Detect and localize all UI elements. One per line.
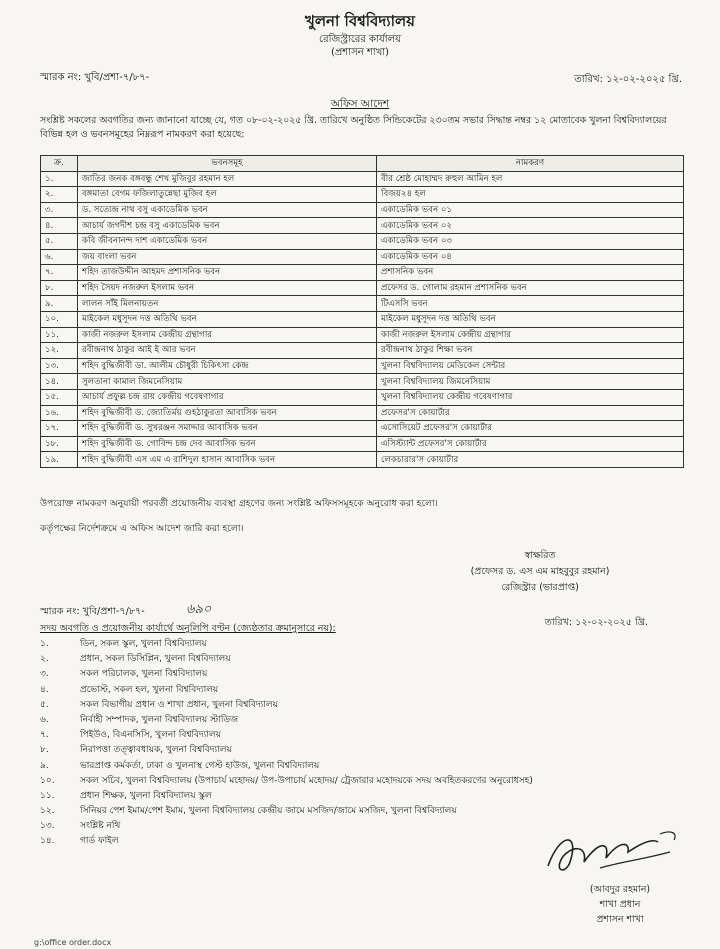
order-date-2: তারিখ: ১২-০২-২০২৫ খ্রি. bbox=[544, 617, 648, 628]
list-item-text: নির্বাহী সম্পাদক, খুলনা বিশ্ববিদ্যালয় স্টাডিজ bbox=[80, 714, 239, 725]
list-item-text: সকল সচিব, খুলনা বিশ্ববিদ্যালয় (উপাচার্য মহোদয়/ উপ-উপাচার্য মহোদয়/ ট্রেজারার মহোদয়কে সদয় অবহিতকরণের অনুরোধসহ) bbox=[80, 775, 533, 786]
row-building: মাইকেল মধুসূদন দত্ত অতিথি ভবন bbox=[78, 311, 377, 327]
row-serial: ১৩. bbox=[41, 358, 78, 374]
row-new-name: একাডেমিক ভবন ০৩ bbox=[377, 233, 684, 249]
table-row bbox=[41, 389, 684, 405]
table-row bbox=[41, 358, 684, 374]
row-new-name: মাইকেল মধুসূদন দত্ত অতিথি ভবন bbox=[377, 311, 684, 327]
row-serial: ৯. bbox=[41, 296, 78, 312]
list-item-number: ১১. bbox=[40, 790, 55, 801]
list-item-number: ৩. bbox=[40, 669, 49, 680]
list-item bbox=[40, 667, 533, 682]
list-item-number: ১২. bbox=[40, 806, 55, 817]
row-building: সুলতানা কামাল জিমনেসিয়াম bbox=[78, 374, 377, 390]
row-building: শহিদ বুদ্ধিজীবী ডা. আলীম চৌধুরী চিকিৎসা কেন্দ্র bbox=[78, 358, 377, 374]
list-item bbox=[40, 728, 533, 743]
row-building: শহিদ বুদ্ধিজীবী ড. গোবিন্দ চন্দ্র দেব আবাসিক ভবন bbox=[78, 436, 377, 452]
order-date: তারিখ: ১২-০২-২০২৫ খ্রি. bbox=[574, 74, 682, 85]
row-serial: ১. bbox=[41, 171, 78, 187]
registrar-signature-block bbox=[420, 548, 660, 596]
list-item-text: প্রভোস্ট, সকল হল, খুলনা বিশ্ববিদ্যালয় bbox=[80, 684, 219, 695]
table-row bbox=[41, 202, 684, 218]
registrar-title: রেজিস্ট্রার (ভারপ্রাপ্ত) bbox=[501, 582, 579, 593]
list-item-number: ৮. bbox=[40, 745, 49, 756]
list-item bbox=[40, 698, 533, 713]
row-serial: ১০. bbox=[41, 311, 78, 327]
signed-label: স্বাক্ষরিত bbox=[524, 550, 556, 561]
row-building: ড. সত্যেন্দ্র নাথ বসু একাডেমিক ভবন bbox=[78, 202, 377, 218]
list-item-text: সিনিয়র পেশ ইমাম/পেশ ইমাম, খুলনা বিশ্ববিদ্যালয় কেন্দ্রীয় জামে মসজিদ/জামে মসজিদ, খুলনা বিশ্ববিদ্যালয় bbox=[80, 806, 457, 817]
list-item-text: পিইউও, বিএনসিসি, খুলনা বিশ্ববিদ্যালয় bbox=[80, 730, 222, 741]
row-serial: ৭. bbox=[41, 265, 78, 281]
row-new-name: এসিস্ট্যান্ট প্রফেসর'স কোয়ার্টার bbox=[377, 436, 684, 452]
table-row bbox=[41, 436, 684, 452]
table-row bbox=[41, 327, 684, 343]
row-serial: ১২. bbox=[41, 343, 78, 359]
list-item bbox=[40, 834, 533, 849]
table-row bbox=[41, 374, 684, 390]
row-serial: ১৪. bbox=[41, 374, 78, 390]
handwritten-signature bbox=[540, 822, 690, 882]
table-header-row bbox=[41, 156, 684, 172]
university-name: খুলনা বিশ্ববিদ্যালয় bbox=[305, 12, 415, 30]
renaming-table bbox=[40, 155, 684, 468]
list-item bbox=[40, 819, 533, 834]
branch-head-signature-block bbox=[560, 882, 680, 927]
table-row bbox=[41, 421, 684, 437]
row-new-name: খুলনা বিশ্ববিদ্যালয় মেডিকেল সেন্টার bbox=[377, 358, 684, 374]
table-row bbox=[41, 343, 684, 359]
row-new-name: একাডেমিক ভবন ০২ bbox=[377, 218, 684, 234]
row-building: জাতির জনক বঙ্গবন্ধু শেখ মুজিবুর রহমান হল bbox=[78, 171, 377, 187]
list-item bbox=[40, 774, 533, 789]
row-new-name: একাডেমিক ভবন ০১ bbox=[377, 202, 684, 218]
row-new-name: প্রফেসর ড. গোলাম রহমান প্রশাসনিক ভবন bbox=[377, 280, 684, 296]
table-row bbox=[41, 233, 684, 249]
row-new-name: রবীন্দ্রনাথ ঠাকুর শিক্ষা ভবন bbox=[377, 343, 684, 359]
list-item-number: ১৩. bbox=[40, 821, 55, 832]
list-item bbox=[40, 683, 533, 698]
branch-head-name: (আবদুর রহমান) bbox=[589, 884, 651, 895]
table-row bbox=[41, 218, 684, 234]
distribution-title: সদয় অবগতি ও প্রয়োজনীয় কার্যার্থে অনুলিপি বণ্টন (জ্যেষ্ঠতার ক্রমানুসারে নয়): bbox=[40, 623, 336, 634]
request-paragraph: উপরোক্ত নামকরণ অনুযায়ী পরবর্তী প্রয়োজনীয় ব্যবস্থা গ্রহণের জন্য সংশ্লিষ্ট অফিসসমূহকে অনুরোধ করা হলো। bbox=[40, 498, 438, 509]
list-item bbox=[40, 759, 533, 774]
list-item bbox=[40, 804, 533, 819]
row-serial: ১১. bbox=[41, 327, 78, 343]
row-new-name: খুলনা বিশ্ববিদ্যালয় জিমনেসিয়াম bbox=[377, 374, 684, 390]
row-serial: ১৫. bbox=[41, 389, 78, 405]
table-row bbox=[41, 187, 684, 203]
list-item-text: সকল পরিচালক, খুলনা বিশ্ববিদ্যালয় bbox=[80, 669, 208, 680]
row-building: শহিদ বুদ্ধিজীবী ড. সুখরঞ্জন সমাদ্দার আবাসিক ভবন bbox=[78, 421, 377, 437]
row-serial: ১৮. bbox=[41, 436, 78, 452]
row-new-name: কাজী নজরুল ইসলাম কেন্দ্রীয় গ্রন্থাগার bbox=[377, 327, 684, 343]
table-row bbox=[41, 265, 684, 281]
row-serial: ২. bbox=[41, 187, 78, 203]
list-item bbox=[40, 789, 533, 804]
list-item-number: ২. bbox=[40, 654, 49, 665]
table-row bbox=[41, 280, 684, 296]
row-serial: ৬. bbox=[41, 249, 78, 265]
row-serial: ৫. bbox=[41, 233, 78, 249]
row-new-name: বিজয়২৪ হল bbox=[377, 187, 684, 203]
list-item bbox=[40, 652, 533, 667]
memo-number-2: স্মারক নং: খুবি/প্রশা-৭/৮৭- bbox=[40, 606, 145, 617]
list-item-number: ৯. bbox=[40, 760, 49, 771]
list-item-text: ডিন, সকল স্কুল, খুলনা বিশ্ববিদ্যালয় bbox=[80, 639, 207, 649]
row-new-name: প্রফেসর'স কোয়ার্টার bbox=[377, 405, 684, 421]
row-serial: ৩. bbox=[41, 202, 78, 218]
row-building: রবীন্দ্রনাথ ঠাকুর আই ই আর ভবন bbox=[78, 343, 377, 359]
row-new-name: বীর শ্রেষ্ঠ মোহাম্মদ রুহুল আমিন হল bbox=[377, 171, 684, 187]
authority-paragraph: কর্তৃপক্ষের নির্দেশক্রমে এ অফিস আদেশ জারি করা হলো। bbox=[40, 523, 244, 534]
row-building: কাজী নজরুল ইসলাম কেন্দ্রীয় গ্রন্থাগার bbox=[78, 327, 377, 343]
row-serial: ১৯. bbox=[41, 452, 78, 468]
list-item-text: নিরাপত্তা তত্ত্বাবধায়ক, খুলনা বিশ্ববিদ্যালয় bbox=[80, 745, 232, 756]
list-item bbox=[40, 743, 533, 758]
row-building: শহিদ বুদ্ধিজীবী ড. জ্যোতির্ময় গুহঠাকুরতা আবাসিক ভবন bbox=[78, 405, 377, 421]
row-building: লালন সাঁই মিলনায়তন bbox=[78, 296, 377, 312]
header-buildings: ভবনসমূহ bbox=[78, 156, 377, 172]
intro-paragraph: সংশ্লিষ্ট সকলের অবগতির জন্য জানানো যাচ্ছে যে, গত ০৮-০২-২০২৫ খ্রি. তারিখে অনুষ্ঠিত সিন্ডিকেটের ২৩০তম সভার সিদ্ধান্ত নম্বর ১২ মোতাবেক খুলনা বিশ্ববিদ্যালয়ের বিভিন্ন হল ও ভবনসমূহের নিম্নরূপ নামকরণ করা হয়েছে: bbox=[40, 115, 667, 140]
row-building: আচার্য প্রফুল্ল চন্দ্র রায় কেন্দ্রীয় গবেষণাগার bbox=[78, 389, 377, 405]
row-building: শহিদ সৈয়দ নজরুল ইসলাম ভবন bbox=[78, 280, 377, 296]
row-new-name: একাডেমিক ভবন ০৪ bbox=[377, 249, 684, 265]
table-row bbox=[41, 452, 684, 468]
row-building: বঙ্গমাতা বেগম ফজিলাতুন্নেছা মুজিব হল bbox=[78, 187, 377, 203]
row-serial: ১৬. bbox=[41, 405, 78, 421]
list-item-number: ৫. bbox=[40, 699, 49, 710]
handwritten-memo-number: ৬৯০ bbox=[186, 602, 212, 617]
row-new-name: প্রশাসনিক ভবন bbox=[377, 265, 684, 281]
file-path-footer: g:\office order.docx bbox=[34, 938, 112, 947]
table-row bbox=[41, 249, 684, 265]
branch-head-title: শাখা প্রধান bbox=[599, 899, 641, 910]
office-name: রেজিস্ট্রারের কার্যালয় bbox=[319, 34, 401, 45]
list-item bbox=[40, 713, 533, 728]
table-row bbox=[41, 296, 684, 312]
row-serial: ১৭. bbox=[41, 421, 78, 437]
row-new-name: এসোসিয়েট প্রফেসর'স কোয়ার্টার bbox=[377, 421, 684, 437]
row-serial: ৪. bbox=[41, 218, 78, 234]
list-item-text: প্রধান, সকল ডিসিপ্লিন, খুলনা বিশ্ববিদ্যালয় bbox=[80, 654, 231, 665]
table-row bbox=[41, 405, 684, 421]
order-title: অফিস আদেশ bbox=[330, 98, 390, 110]
header-new-name: নামকরণ bbox=[377, 156, 684, 172]
list-item-text: সংশ্লিষ্ট নথি bbox=[80, 821, 121, 832]
row-building: আচার্য জগদীশ চন্দ্র বসু একাডেমিক ভবন bbox=[78, 218, 377, 234]
list-item-number: ১. bbox=[40, 639, 49, 649]
row-building: শহিদ বুদ্ধিজীবী এস এম এ রাশিদুল হাসান আবাসিক ভবন bbox=[78, 452, 377, 468]
row-building: কবি জীবনানন্দ দাশ একাডেমিক ভবন bbox=[78, 233, 377, 249]
list-item bbox=[40, 637, 533, 652]
list-item-number: ৭. bbox=[40, 730, 49, 741]
branch-name: (প্রশাসন শাখা) bbox=[330, 47, 390, 58]
row-new-name: খুলনা বিশ্ববিদ্যালয় কেন্দ্রীয় গবেষণাগার bbox=[377, 389, 684, 405]
memo-number: স্মারক নং: খুবি/প্রশা-৭/৮৭- bbox=[40, 72, 150, 83]
row-new-name: লেকচারার'স কোয়ার্টার bbox=[377, 452, 684, 468]
row-serial: ৮. bbox=[41, 280, 78, 296]
list-item-number: ১০. bbox=[40, 775, 55, 786]
list-item-text: ভারপ্রাপ্ত কর্মকর্তা, ঢাকা ও খুলনাস্থ গেস্ট হাউজ, খুলনা বিশ্ববিদ্যালয় bbox=[80, 760, 320, 771]
row-building: জয় বাংলা ভবন bbox=[78, 249, 377, 265]
table-row bbox=[41, 311, 684, 327]
list-item-number: ১৪. bbox=[40, 836, 55, 847]
list-item-text: প্রধান শিক্ষক, খুলনা বিশ্ববিদ্যালয় স্কুল bbox=[80, 790, 212, 801]
list-item-number: ৬. bbox=[40, 714, 49, 725]
table-row bbox=[41, 171, 684, 187]
list-item-text: সকল বিভাগীয় প্রধান ও শাখা প্রধান, খুলনা বিশ্ববিদ্যালয় bbox=[80, 699, 278, 710]
row-building: শহিদ তাজউদ্দীন আহমদ প্রশাসনিক ভবন bbox=[78, 265, 377, 281]
list-item-number: ৪. bbox=[40, 684, 49, 695]
distribution-list bbox=[40, 637, 533, 850]
row-new-name: টিএসসি ভবন bbox=[377, 296, 684, 312]
branch-head-branch: প্রশাসন শাখা bbox=[596, 914, 644, 925]
list-item-text: গার্ড ফাইল bbox=[80, 836, 119, 847]
registrar-name: (প্রফেসর ড. এস এম মাহবুবুর রহমান) bbox=[470, 566, 610, 577]
header-serial: ক্র. bbox=[41, 156, 78, 172]
